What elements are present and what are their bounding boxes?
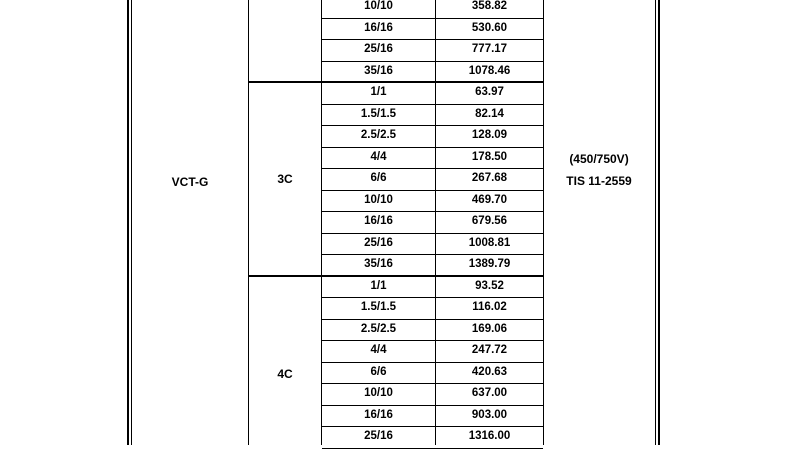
cable-type-label: VCT-G (171, 175, 209, 189)
size-cell: 4/4 (370, 150, 387, 163)
price-cell: 82.14 (475, 107, 504, 120)
price-cell: 777.17 (471, 43, 508, 55)
table-row (0, 168, 800, 190)
core-label-3c: 3C (277, 172, 293, 186)
size-cell: 10/10 (364, 0, 393, 12)
table-row (0, 233, 800, 255)
standard-spec-label: TIS 11-2559 (566, 174, 632, 188)
table-row (0, 211, 800, 233)
price-cell: 679.56 (471, 215, 508, 227)
size-cell: 16/16 (364, 408, 393, 421)
price-cell: 247.72 (471, 344, 508, 356)
table-row (0, 362, 800, 384)
price-cell: 903.00 (471, 408, 508, 421)
size-cell: 1/1 (370, 86, 387, 98)
size-cell: 1/1 (370, 279, 387, 292)
table-row (0, 276, 800, 298)
price-cell: 63.97 (475, 86, 504, 98)
table-row (0, 254, 800, 276)
table-row (0, 405, 800, 427)
price-cell: 1078.46 (468, 64, 511, 77)
size-cell: 4/4 (370, 344, 387, 356)
price-cell: 469.70 (471, 193, 508, 206)
size-cell: 10/10 (364, 193, 393, 206)
table-row (0, 104, 800, 126)
size-cell: 16/16 (364, 215, 393, 227)
price-cell: 128.09 (471, 129, 508, 141)
price-cell: 169.06 (471, 322, 508, 335)
price-cell: 178.50 (471, 150, 508, 163)
price-cell: 637.00 (471, 387, 508, 399)
price-cell: 420.63 (471, 365, 508, 378)
size-cell: 2.5/2.5 (360, 129, 397, 141)
size-cell: 2.5/2.5 (360, 322, 397, 335)
size-cell: 25/16 (364, 43, 393, 55)
size-cell: 10/10 (364, 387, 393, 399)
table-row (0, 0, 800, 18)
size-cell: 25/16 (364, 430, 393, 442)
voltage-rating-label: (450/750V) (569, 152, 629, 166)
price-cell: 93.52 (475, 279, 504, 292)
table-row (0, 297, 800, 319)
price-cell: 267.68 (471, 172, 508, 184)
table-row (0, 190, 800, 212)
table-row (0, 39, 800, 61)
size-cell: 1.5/1.5 (360, 301, 397, 313)
table-row (0, 61, 800, 83)
table-row (0, 147, 800, 169)
core-label-4c: 4C (277, 367, 293, 381)
price-cell: 1316.00 (468, 430, 511, 442)
table-row (0, 82, 800, 104)
table-row (0, 340, 800, 362)
table-row (0, 426, 800, 448)
table-row (0, 319, 800, 341)
size-cell: 35/16 (364, 64, 393, 77)
table-row (0, 383, 800, 405)
size-cell: 1.5/1.5 (360, 107, 397, 120)
size-cell: 16/16 (364, 21, 393, 34)
price-cell: 1008.81 (468, 236, 511, 249)
price-cell: 530.60 (471, 21, 508, 34)
size-cell: 6/6 (370, 172, 387, 184)
size-cell: 6/6 (370, 365, 387, 378)
table-row (0, 125, 800, 147)
size-cell: 25/16 (364, 236, 393, 249)
table-row (0, 18, 800, 40)
price-cell: 1389.79 (468, 258, 511, 270)
price-cell: 358.82 (471, 0, 508, 12)
size-cell: 35/16 (364, 258, 393, 270)
row-divider (322, 448, 543, 449)
price-cell: 116.02 (472, 301, 507, 313)
